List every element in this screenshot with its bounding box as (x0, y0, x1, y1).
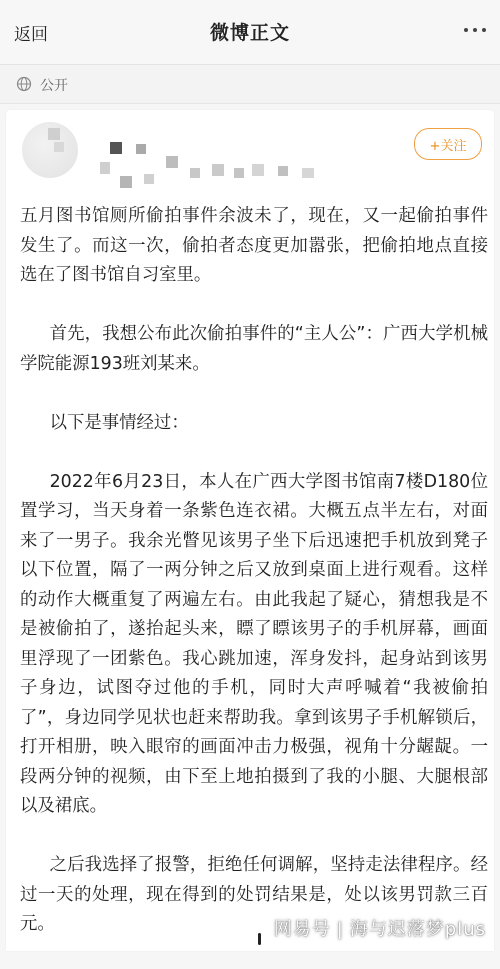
back-button[interactable]: 返回 (14, 25, 48, 45)
avatar[interactable] (22, 122, 78, 178)
bottom-overlay (0, 917, 500, 951)
post-paragraph: 2022年6月23日，本人在广西大学图书馆南7楼D180位置学习，当天身着一条紫色连衣裙。大概五点半左右，对面来了一男子。我余光瞥见该男子坐下后迅速把手机放到凳子以下位置，隔了一两分钟之后又放到桌面上进行观看。这样的动作大概重复了两遍左右。由此我起了疑心，猜想我是不是被偷拍了，遂抬起头来，瞟了瞟该男子的手机屏幕，画面里浮现了一团紫色。我心跳加速，浑身发抖，起身站到该男子身边，试图夺过他的手机，同时大声呼喊着“我被偷拍了”，身边同学见状也赶来帮助我。拿到该男子手机解锁后，打开相册，映入眼帘的画面冲击力极强，视角十分龌龊。一段两分钟的视频，由下至上地拍摄到了我的小腿、大腿根部以及裙底。 (20, 471, 488, 816)
watermark-divider: | (336, 919, 344, 940)
post-content (20, 202, 488, 969)
visibility-label: 公开 (40, 78, 68, 94)
post-paragraph: 五月图书馆厕所偷拍事件余波未了，现在，又一起偷拍事件发生了。而这一次，偷拍者态度更加嚣张，把偷拍地点直接选在了图书馆自习室里。 (20, 206, 488, 285)
scroll-indicator (258, 933, 261, 945)
visibility-bar (0, 65, 500, 104)
post-card (6, 110, 494, 951)
follow-button[interactable]: +关注 (414, 128, 482, 160)
more-options-icon[interactable] (464, 28, 486, 32)
watermark-source: 网易号 (273, 919, 331, 940)
top-navigation-bar (0, 0, 500, 65)
watermark-author: 海与迟落梦plus (349, 919, 486, 940)
post-paragraph: 以下是事情经过： (49, 412, 189, 433)
post-paragraph: 首先，我想公布此次偷拍事件的“主人公”：广西大学机械学院能源193班刘某来。 (20, 324, 488, 374)
page-title: 微博正文 (209, 22, 290, 44)
post-paragraph: 之后我选择了报警，拒绝任何调解，坚持走法律程序。经过一天的处理，现在得到的处罚结果是，处以该男罚款三百元。 (20, 855, 488, 934)
watermark (274, 915, 486, 941)
globe-icon (16, 76, 32, 92)
